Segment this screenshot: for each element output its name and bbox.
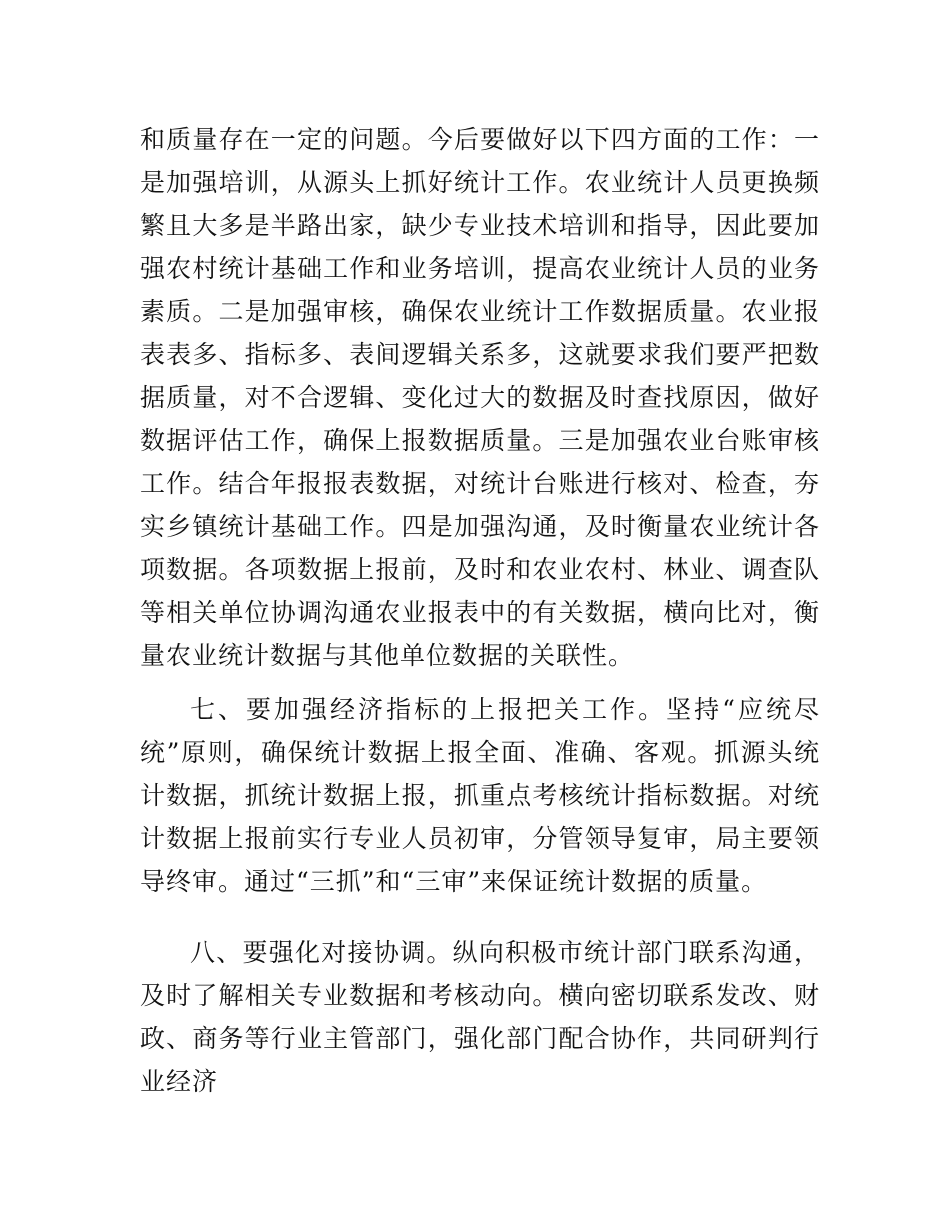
body-paragraph-section-eight: 八、要强化对接协调。纵向积极市统计部门联系沟通，及时了解相关专业数据和考核动向。横向密切联系发改、财政、商务等行业主管部门，强化部门配合协作，共同研判行业经济 <box>140 938 820 1096</box>
body-paragraph-continuation: 和质量存在一定的问题。今后要做好以下四方面的工作：一是加强培训，从源头上抓好统计工作。农业统计人员更换频繁且大多是半路出家，缺少专业技术培训和指导，因此要加强农村统计基础工作和业务培训，提高农业统计人员的业务素质。二是加强审核，确保农业统计工作数据质量。农业报表表多、指标多、表间逻辑关系多，这就要求我们要严把数据质量，对不合逻辑、变化过大的数据及时查找原因，做好数据评估工作，确保上报数据质量。三是加强农业台账审核工作。结合年报报表数据，对统计台账进行核对、检查，夯实乡镇统计基础工作。四是加强沟通，及时衡量农业统计各项数据。各项数据上报前，及时和农业农村、林业、调查队等相关单位协调沟通农业报表中的有关数据，横向比对，衡量农业统计数据与其他单位数据的关联性。 <box>140 125 820 670</box>
body-paragraph-section-seven: 七、要加强经济指标的上报把关工作。坚持“应统尽统”原则，确保统计数据上报全面、准确、客观。抓源头统计数据，抓统计数据上报，抓重点考核统计指标数据。对统计数据上报前实行专业人员初审，分管领导复审，局主要领导终审。通过“三抓”和“三审”来保证统计数据的质量。 <box>140 695 820 896</box>
